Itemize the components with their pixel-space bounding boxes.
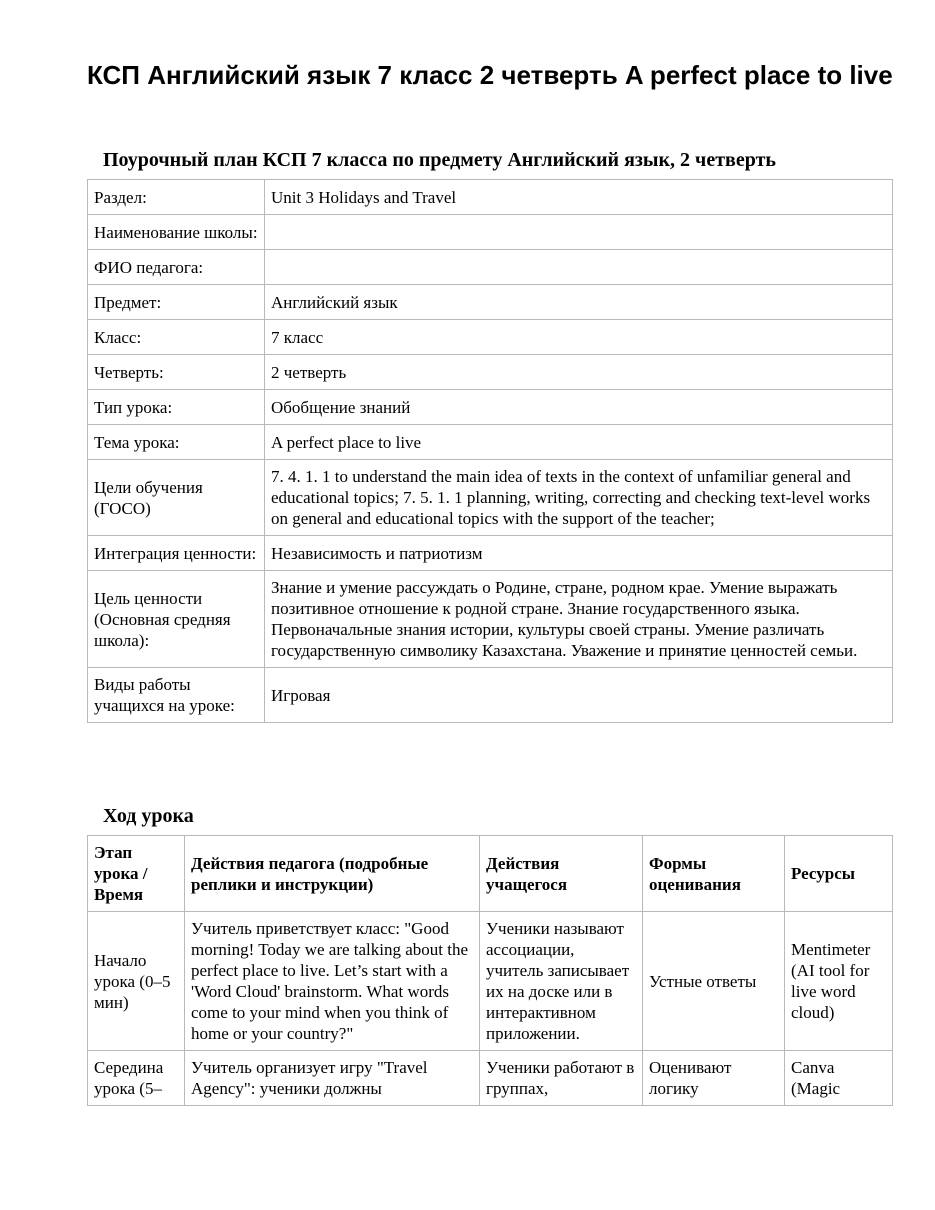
column-header: Формы оценивания — [643, 836, 785, 912]
table-row — [88, 180, 893, 215]
stage-cell: Середина урока (5– — [88, 1051, 185, 1106]
info-value: Игровая — [265, 668, 893, 723]
table-row — [88, 425, 893, 460]
teacher-actions-cell: Учитель организует игру "Travel Agency": ученики должны — [185, 1051, 480, 1106]
info-label: Виды работы учащихся на уроке: — [88, 668, 265, 723]
info-label: Раздел: — [88, 180, 265, 215]
table-row — [88, 390, 893, 425]
info-label: Цели обучения (ГОСО) — [88, 460, 265, 536]
student-actions-cell: Ученики называют ассоциации, учитель записывает их на доске или в интерактивном приложении. — [480, 912, 643, 1051]
info-value: 7 класс — [265, 320, 893, 355]
info-label: Цель ценности (Основная средняя школа): — [88, 571, 265, 668]
table-row — [88, 536, 893, 571]
info-label: Наименование школы: — [88, 215, 265, 250]
column-header: Действия учащегося — [480, 836, 643, 912]
info-value: Обобщение знаний — [265, 390, 893, 425]
info-label: ФИО педагога: — [88, 250, 265, 285]
info-value — [265, 250, 893, 285]
info-value — [265, 215, 893, 250]
info-value: Знание и умение рассуждать о Родине, стране, родном крае. Умение выражать позитивное отношение к родной стране. Знание государственного языка. Первоначальные знания истории, культуры своей страны. Умение различать государственную символику Казахстана. Уважение и принятие ценностей семьи. — [265, 571, 893, 668]
info-value: Независимость и патриотизм — [265, 536, 893, 571]
table-row — [88, 285, 893, 320]
plan-heading: Поурочный план КСП 7 класса по предмету Английский язык, 2 четверть — [103, 149, 776, 171]
lesson-course-table — [87, 835, 893, 1106]
table-row — [88, 320, 893, 355]
table-row — [88, 1051, 893, 1106]
table-row — [88, 668, 893, 723]
info-value: 7. 4. 1. 1 to understand the main idea of texts in the context of unfamiliar general and educational topics; 7. 5. 1. 1 planning, writing, correcting and checking text-level works on general and educational topics with the support of the teacher; — [265, 460, 893, 536]
column-header: Ресурсы — [785, 836, 893, 912]
info-label: Класс: — [88, 320, 265, 355]
column-header: Действия педагога (подробные реплики и инструкции) — [185, 836, 480, 912]
table-row — [88, 215, 893, 250]
info-value: Unit 3 Holidays and Travel — [265, 180, 893, 215]
info-value: A perfect place to live — [265, 425, 893, 460]
table-header-row — [88, 836, 893, 912]
student-actions-cell: Ученики работают в группах, — [480, 1051, 643, 1106]
table-row — [88, 355, 893, 390]
info-label: Тема урока: — [88, 425, 265, 460]
info-value: Английский язык — [265, 285, 893, 320]
resources-cell: Canva (Magic — [785, 1051, 893, 1106]
info-value: 2 четверть — [265, 355, 893, 390]
info-label: Четверть: — [88, 355, 265, 390]
table-row — [88, 571, 893, 668]
assessment-cell: Устные ответы — [643, 912, 785, 1051]
stage-cell: Начало урока (0–5 мин) — [88, 912, 185, 1051]
info-label: Тип урока: — [88, 390, 265, 425]
column-header: Этап урока / Время — [88, 836, 185, 912]
lesson-info-table — [87, 179, 893, 723]
table-row — [88, 912, 893, 1051]
table-row — [88, 250, 893, 285]
assessment-cell: Оценивают логику — [643, 1051, 785, 1106]
document-title: КСП Английский язык 7 класс 2 четверть A perfect place to live — [87, 60, 893, 90]
course-heading: Ход урока — [103, 805, 194, 827]
teacher-actions-cell: Учитель приветствует класс: "Good morning! Today we are talking about the perfect place to live. Let’s start with a 'Word Cloud' brainstorm. What words come to your mind when you think of home or your country?" — [185, 912, 480, 1051]
table-row — [88, 460, 893, 536]
info-label: Предмет: — [88, 285, 265, 320]
info-label: Интеграция ценности: — [88, 536, 265, 571]
resources-cell: Mentimeter (AI tool for live word cloud) — [785, 912, 893, 1051]
